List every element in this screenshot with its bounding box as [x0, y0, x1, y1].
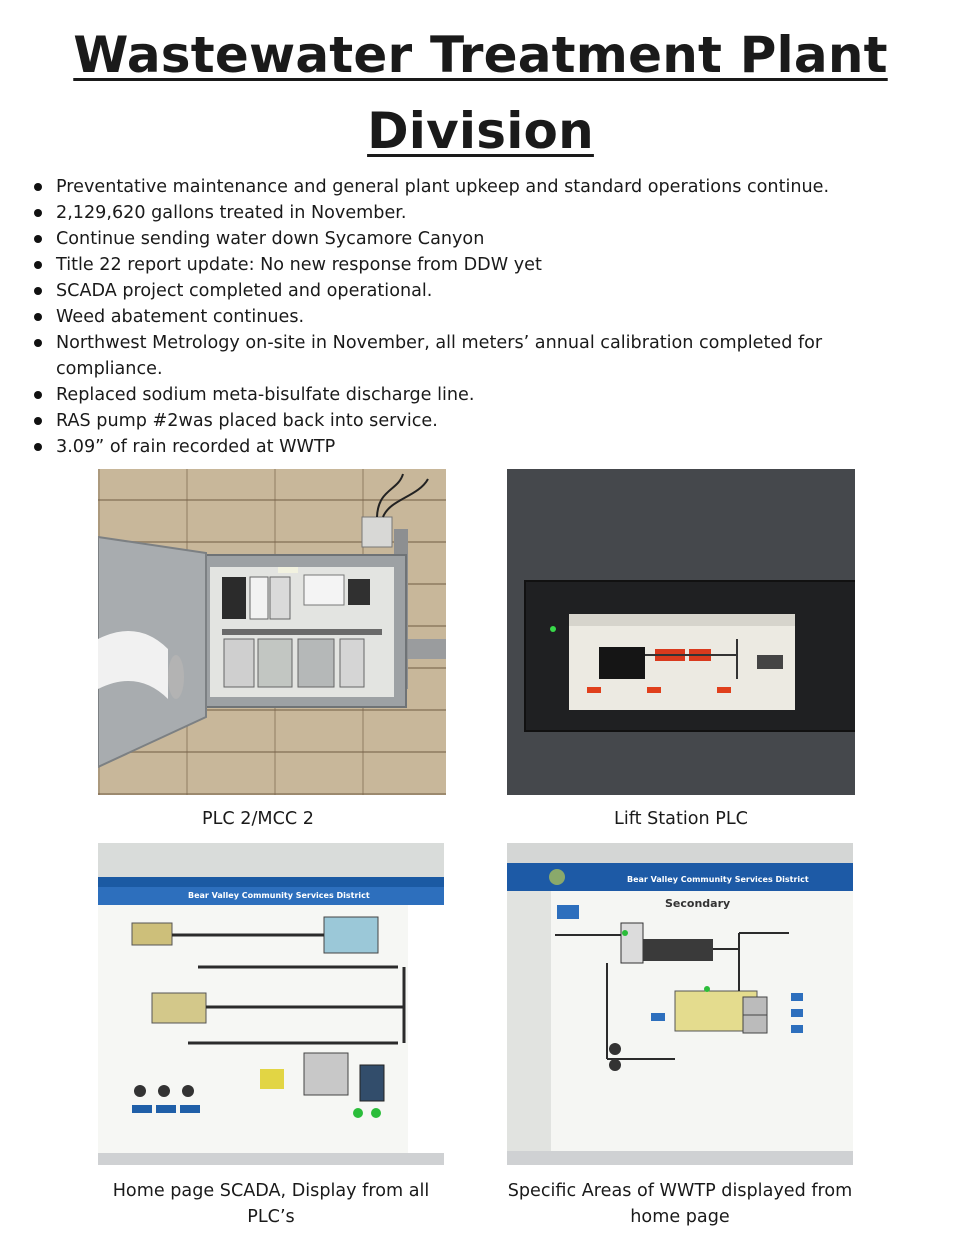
bullet-item: Continue sending water down Sycamore Canyon — [30, 226, 870, 252]
photo-caption: Specific Areas of WWTP displayed from home page — [507, 1181, 853, 1227]
bullet-item: Northwest Metrology on-site in November, all meters’ annual calibration completed for compliance. — [30, 330, 870, 382]
bullet-item: SCADA project completed and operational. — [30, 278, 870, 304]
bullet-item: Replaced sodium meta-bisulfate discharge line. — [30, 382, 870, 408]
bullet-item: Title 22 report update: No new response from DDW yet — [30, 252, 870, 278]
plc-cabinet-photo — [98, 469, 446, 795]
scada-home-photo — [98, 843, 444, 1165]
bullet-item: 2,129,620 gallons treated in November. — [30, 200, 870, 226]
lift-station-hmi-photo — [507, 469, 855, 795]
scada-screen-title: Secondary — [665, 897, 731, 910]
bullet-item: Preventative maintenance and general plant upkeep and standard operations continue. — [30, 174, 870, 200]
scada-header-text: Bear Valley Community Services District — [627, 875, 809, 884]
photo-caption: Lift Station PLC — [614, 809, 748, 829]
hmi-screen-illustration — [507, 469, 855, 795]
page-title-line-2: Division — [367, 102, 594, 160]
page-title-line-1: Wastewater Treatment Plant — [73, 26, 888, 84]
photo-caption: Home page SCADA, Display from all PLC’s — [112, 1181, 430, 1227]
scada-secondary-photo — [507, 843, 853, 1165]
scada-header-text: Bear Valley Community Services District — [188, 891, 370, 900]
bullet-list — [30, 174, 870, 460]
bullet-item: Weed abatement continues. — [30, 304, 870, 330]
bullet-item: RAS pump #2was placed back into service. — [30, 408, 870, 434]
scada-secondary-illustration — [507, 843, 853, 1165]
bullet-item: 3.09” of rain recorded at WWTP — [30, 434, 870, 460]
plc-cabinet-illustration — [98, 469, 446, 795]
photo-caption: PLC 2/MCC 2 — [202, 809, 314, 829]
